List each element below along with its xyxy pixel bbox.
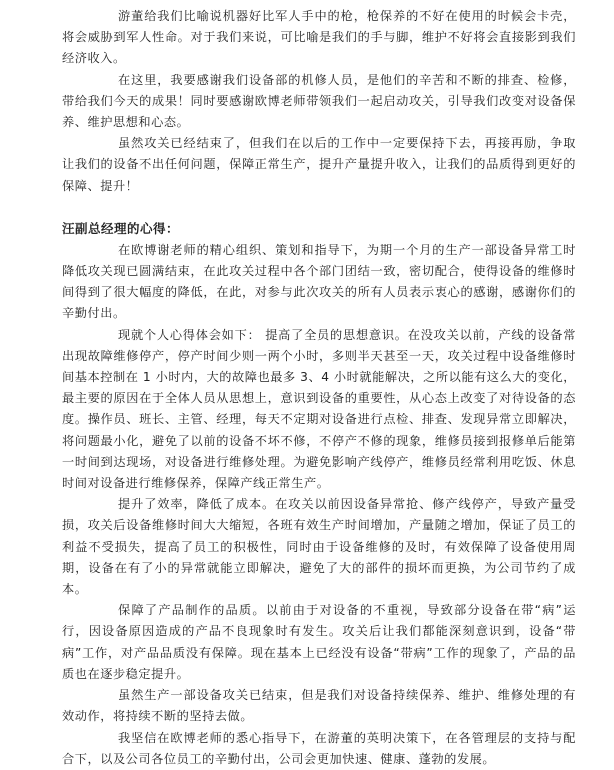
section-paragraph-2: 现就个人心得体会如下： 提高了全员的思想意识。在没攻关以前，产线的设备常出现故障维修停产，停产时间少则一两个小时，多则半天甚至一天，攻关过程中设备维修时间基本控制在 1 小时内，大的故障也最多 3、4 小时就能解决，之所以能有这么大的变化，最主要的原因在于全体人员从思想上，意识到设备的重要性，从心态上改变了对待设备的态度。操作员、班长、主管、经理，每天不定期对设备进行点检、排查、发现异常立即解决，将问题最小化，避免了以前的设备不坏不修，不停产不修的现象，维修员接到报修单后能第一时间到达现场，对设备进行维修处理。为避免影响产线停产，维修员经常利用吃饭、休息时间对设备进行维修保养，保障产线正常生产。	[62, 327, 576, 491]
section-heading: 汪副总经理的心得：	[62, 220, 180, 236]
intro-paragraph-1: 游董给我们比喻说机器好比军人手中的枪，枪保养的不好在使用的时候会卡壳，将会威胁到军人性命。对于我们来说，可比喻是我们的手与脚，维护不好将会直接影到我们经济收入。	[62, 9, 576, 66]
section-paragraph-3: 提升了效率，降低了成本。在攻关以前因设备异常抢、修产线停产，导致产量受损，攻关后设备维修时间大大缩短，各班有效生产时间增加，产量随之增加，保证了员工的利益不受损失，提高了员工的积极性，同时由于设备维修的及时，有效保障了设备使用周期，设备在有了小的异常就能立即解决，避免了大的部件的损坏而更换，为公司节约了成本。	[62, 497, 576, 597]
section-paragraph-5: 虽然生产一部设备攻关已结束，但是我们对设备持续保养、维护、维修处理的有效动作，将持续不断的坚持去做。	[62, 688, 576, 724]
intro-paragraph-3: 虽然攻关已经结束了，但我们在以后的工作中一定要保持下去，再接再励，争取让我们的设备不出任何问题，保障正常生产，提升产量提升收入，让我们的品质得到更好的保障、提升！	[62, 136, 576, 193]
section-paragraph-6: 我坚信在欧博老师的悉心指导下，在游董的英明决策下，在各管理层的支持与配合下，以及公司各位员工的辛勤付出，公司会更加快速、健康、蓬勃的发展。	[62, 730, 576, 766]
section-paragraph-1: 在欧博谢老师的精心组织、策划和指导下，为期一个月的生产一部设备异常工时降低攻关现已圆满结束，在此攻关过程中各个部门团结一致，密切配合，使得设备的维修时间得到了很大幅度的降低，在此，对参与此次攻关的所有人员表示衷心的感谢，感谢你们的辛勤付出。	[62, 242, 576, 321]
intro-paragraph-2: 在这里，我要感谢我们设备部的机修人员，是他们的辛苦和不断的排查、检修，带给我们今天的成果！同时要感谢欧博老师带领我们一起启动攻关，引导我们改变对设备保养、维护思想和心态。	[62, 72, 576, 130]
section-spacer	[62, 197, 576, 218]
section-paragraph-4: 保障了产品制作的品质。以前由于对设备的不重视，导致部分设备在带“病”运行，因设备原因造成的产品不良现象时有发生。攻关后让我们都能深刻意识到，设备“带病”工作，对产品品质没有保障。现在基本上已经没有设备“带病”工作的现象了，产品的品质也在逐步稳定提升。	[62, 603, 576, 681]
